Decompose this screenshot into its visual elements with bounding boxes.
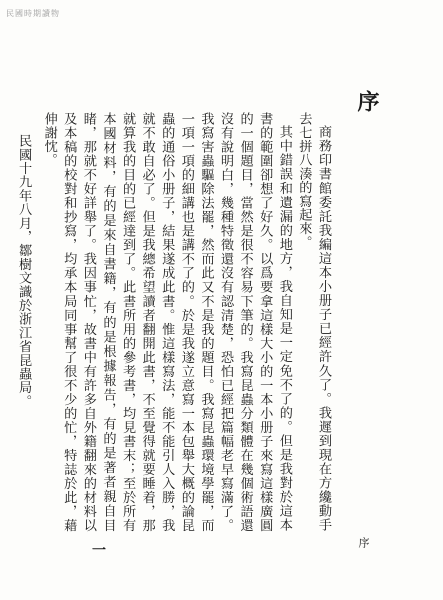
page-title: 序 [354,90,380,116]
page-number: 一 [92,543,106,559]
signature: 民國十九年八月，鄒樹文識於浙江省昆蟲局。 [16,134,32,408]
footer-section-mark: 序 [357,537,370,562]
watermark: 民國時期讀物 [6,9,60,18]
paragraph-1: 商務印書館委託我編這本小册子已經許久了。我遲到現在方纔動手去七拼八湊的寫起來。 [296,112,331,532]
body-text [14,112,334,532]
paragraph-2: 其中錯誤和遺漏的地方，我自知是一定免不了的。但是我對於這本書的範圍卻想了好久。以爲要拿這樣大小的一本小册子來寫這樣廣圓的一個題目，當然是很不容易下筆的。我寫昆蟲分類體在幾個術語還沒有說明白，幾種特徵還沒有認清楚，恐怕已經把篇幅老早寫滿了。我寫害蟲驅除法罷，然而此又不是我的題目。我寫昆蟲環境學罷，而一項一項的細講也是講不了的。於是我遂立意寫一本包舉大概的論昆蟲的通俗小册子，結果遂成此書。惟這樣寫法，能不能引人入勝，我就不敢自必了。但是我總希望讀者翻開此書，不至覺得就要睡着，那就算我的目的已經達到了。此書所用的參考書，均見書末；至於所有本國材料，有的是來自書籍，有的是根據報告，有的是著者親自目睹，那就不好詳舉了。我因事忙，故書中有許多自外籍翻來的材料以及本稿的校對和抄寫，均承本局同事幫了很不少的忙，特誌於此，藉伸謝忱。 [41,112,292,532]
